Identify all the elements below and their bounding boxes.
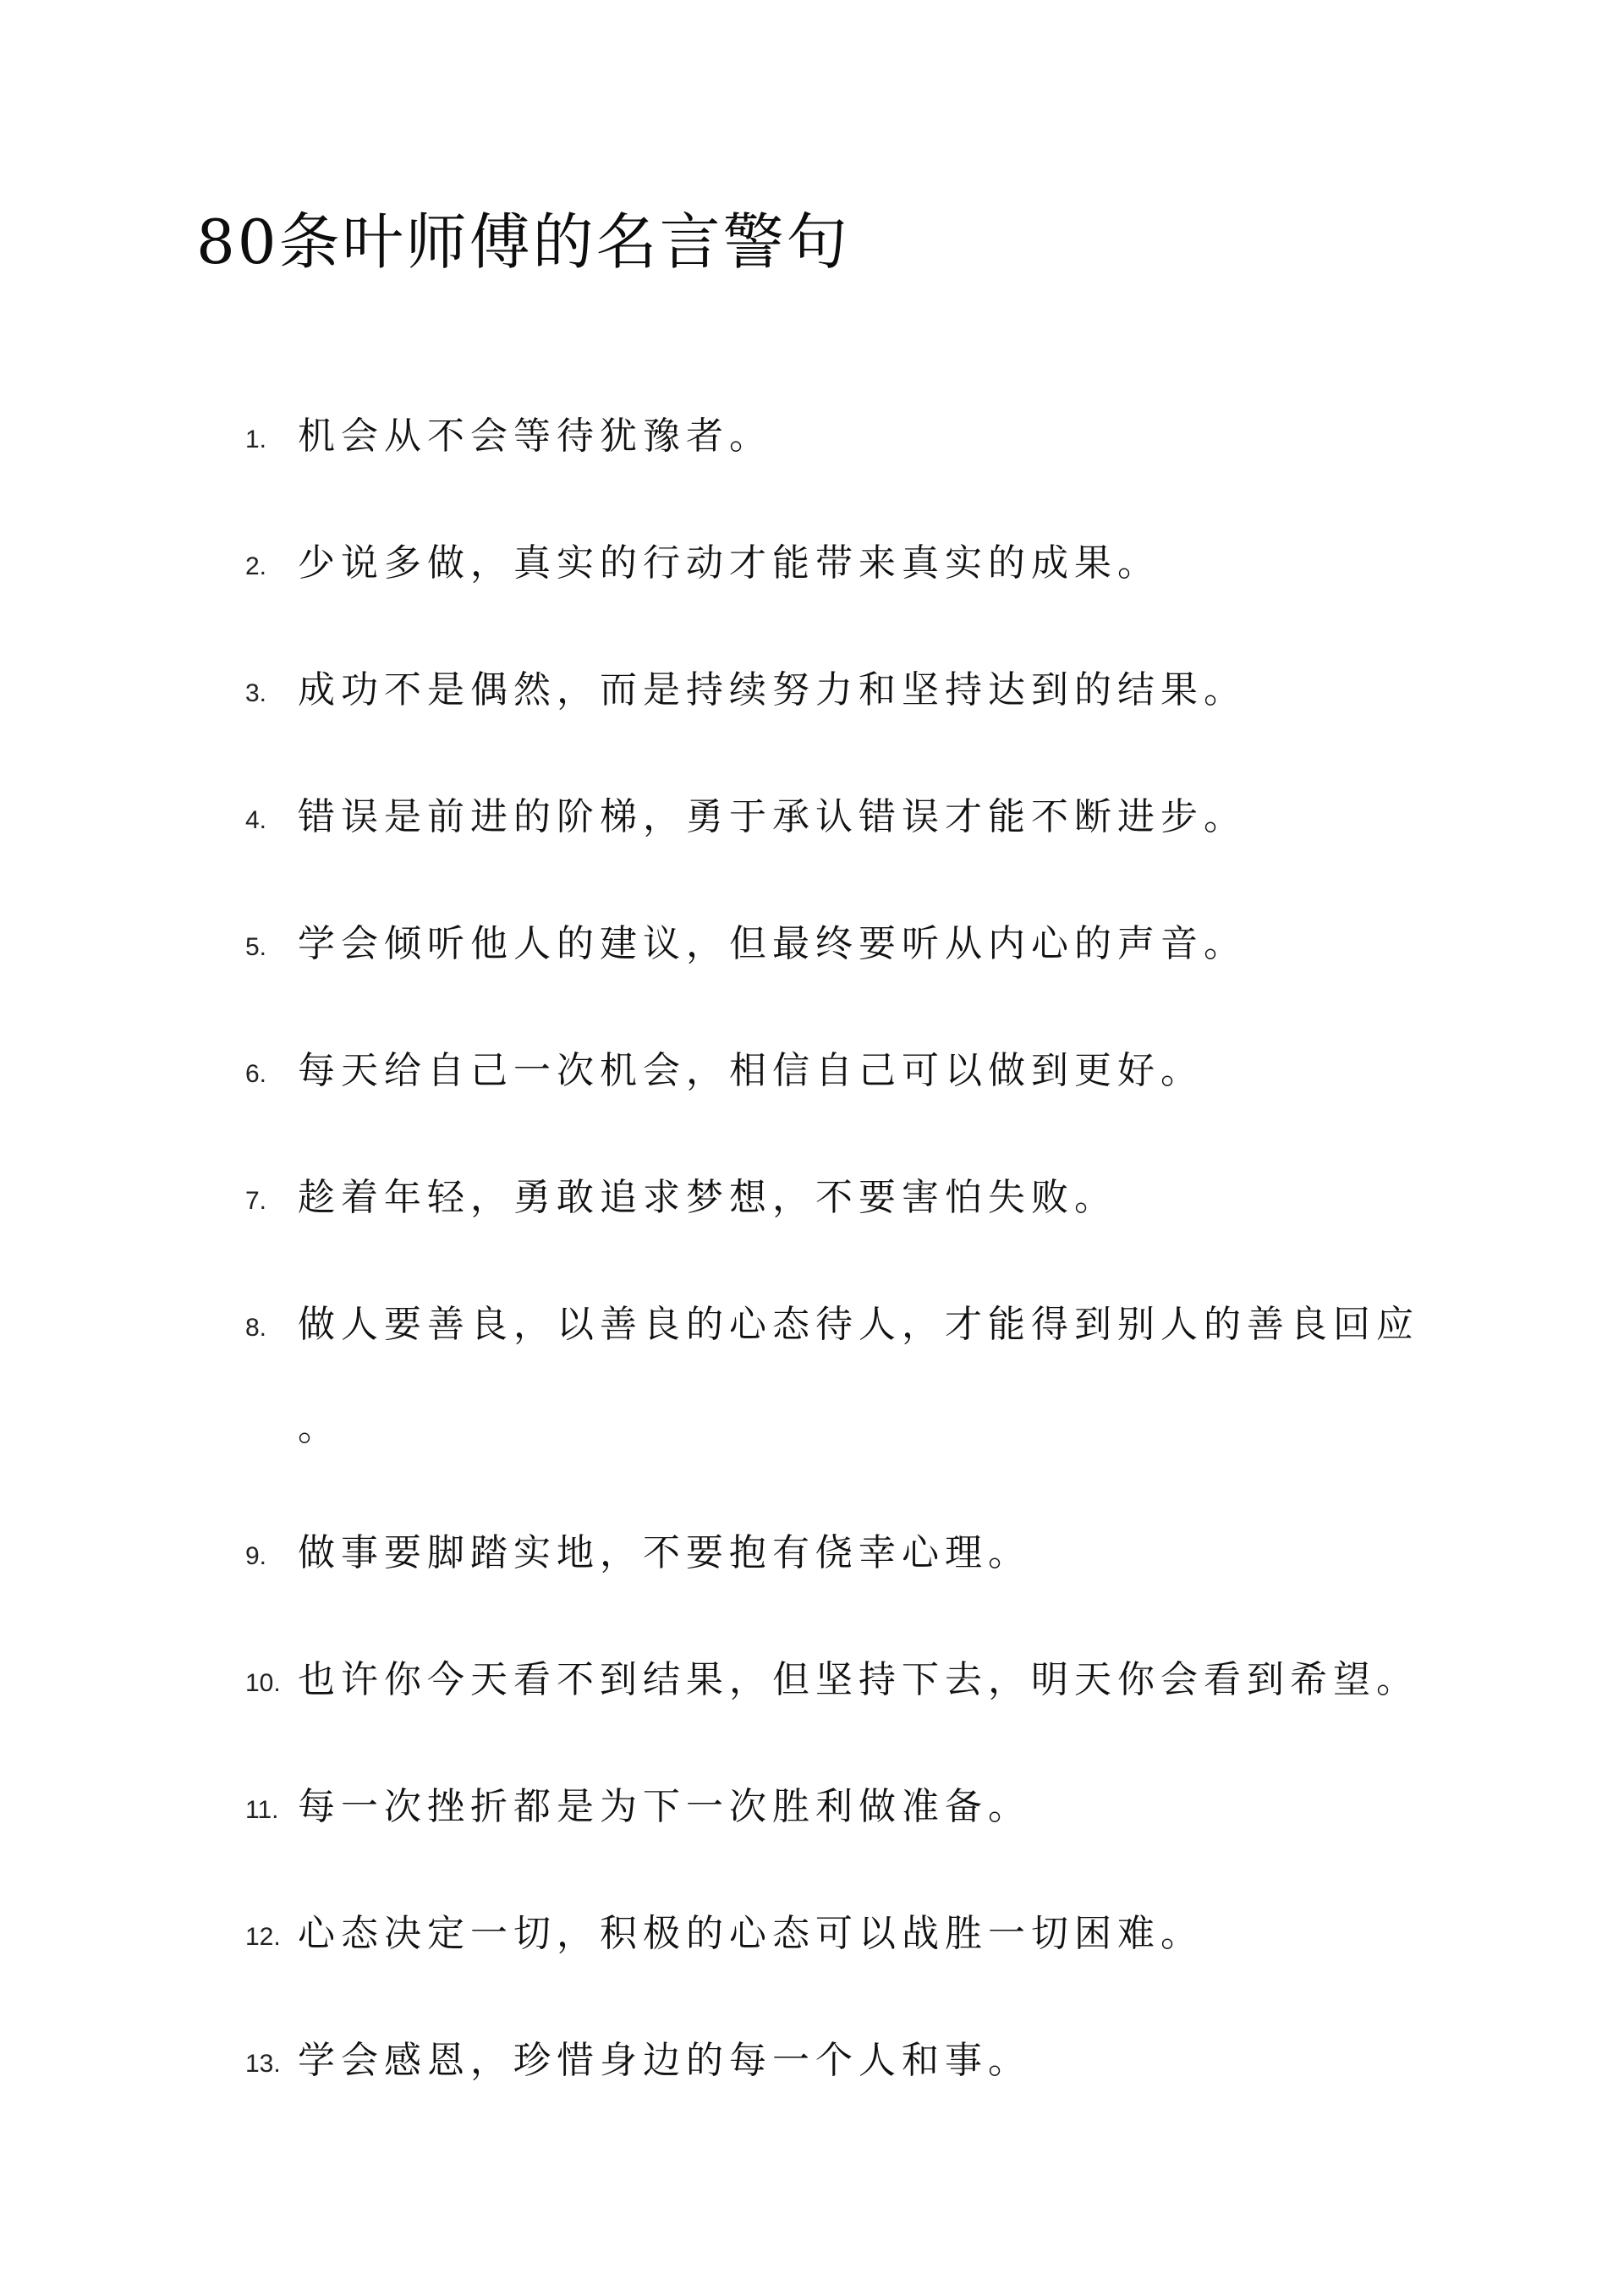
list-item [0,1641,1624,1709]
item-number: 2. [245,552,267,580]
item-text: 做人要善良，以善良的心态待人，才能得到别人的善良回应 [298,1303,1419,1346]
item-text: 机会从不会等待犹豫者。 [298,415,772,458]
item-text: 学会感恩，珍惜身边的每一个人和事。 [298,2039,1031,2082]
item-number: 9. [245,1542,267,1570]
item-number: 10. [245,1669,281,1697]
item-number: 13. [245,2050,281,2078]
item-text: 成功不是偶然，而是持续努力和坚持达到的结果。 [298,668,1247,711]
item-number: 7. [245,1187,267,1215]
item-number: 5. [245,933,267,961]
item-number: 6. [245,1060,267,1088]
list-item [0,525,1624,592]
list-item [0,651,1624,719]
list-item [0,1768,1624,1836]
item-number: 11. [245,1796,279,1824]
item-number: 1. [245,426,267,453]
item-number: 8. [245,1314,267,1342]
item-number: 12. [245,1923,281,1951]
item-text: 趁着年轻，勇敢追求梦想，不要害怕失败。 [298,1176,1117,1219]
document-title: 80条叶师傅的名言警句 [196,206,850,277]
list-item [0,778,1624,846]
item-text: 也许你今天看不到结果，但坚持下去，明天你会看到希望。 [298,1658,1419,1701]
item-text: 少说多做，真实的行动才能带来真实的成果。 [298,541,1160,585]
item-number: 4. [245,806,267,834]
item-text: 心态决定一切，积极的心态可以战胜一切困难。 [298,1912,1204,1955]
item-text: 做事要脚踏实地，不要抱有侥幸心理。 [298,1531,1031,1574]
list-item [0,2022,1624,2090]
item-text-continuation: 。 [298,1406,335,1449]
item-text: 错误是前进的阶梯，勇于承认错误才能不断进步。 [298,795,1247,838]
item-text: 每天给自己一次机会，相信自己可以做到更好。 [298,1049,1204,1092]
list-item [0,398,1624,465]
list-item [0,1895,1624,1963]
item-number: 3. [245,679,267,707]
list-item [0,1286,1624,1455]
list-item [0,1032,1624,1100]
item-text: 学会倾听他人的建议，但最终要听从内心的声音。 [298,922,1247,965]
item-text: 每一次挫折都是为下一次胜利做准备。 [298,1785,1031,1828]
list-item [0,1159,1624,1227]
list-item [0,905,1624,973]
list-item [0,1514,1624,1582]
